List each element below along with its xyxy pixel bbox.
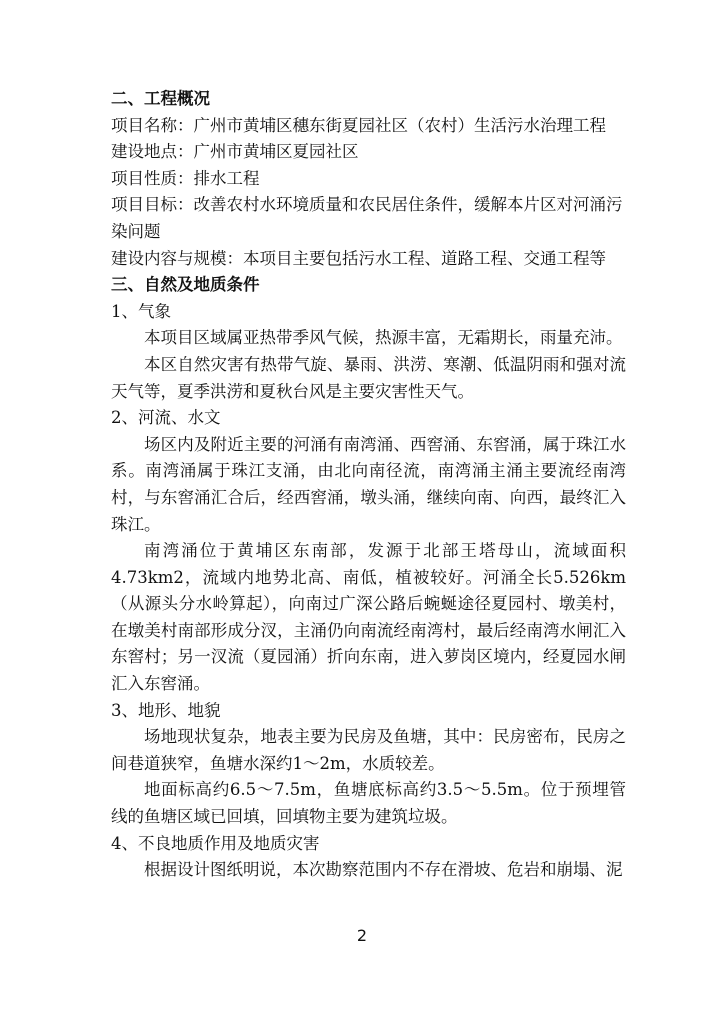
- hydrology-paragraph-1: 场区内及附近主要的河涌有南湾涌、西窖涌、东窖涌，属于珠江水系。南湾涌属于珠江支涌，由北向南径流，南湾涌主涌主要流经南湾村，与东窖涌汇合后，经西窖涌，墩头涌，继续向南、向西，最终汇入珠江。: [111, 434, 626, 534]
- geohazard-paragraph-1: 根据设计图纸明说，本次勘察范围内不存在滑坡、危岩和崩塌、泥: [144, 860, 623, 880]
- subsection-hydrology-heading: 2、河流、水文: [111, 408, 221, 428]
- climate-paragraph-2: 本区自然灾害有热带气旋、暴雨、洪涝、寒潮、低温阴雨和强对流天气等，夏季洪涝和夏秋台风是主要灾害性天气。: [111, 354, 626, 401]
- location-line: 建设地点：广州市黄埔区夏园社区: [111, 142, 359, 162]
- terrain-paragraph-1: 场地现状复杂，地表主要为民房及鱼塘，其中：民房密布，民房之间巷道狭窄，鱼塘水深约1～2m，水质较差。: [111, 727, 626, 773]
- subsection-geohazard-heading: 4、不良地质作用及地质灾害: [111, 833, 320, 853]
- subsection-climate-heading: 1、气象: [111, 301, 171, 321]
- document-body: [111, 86, 626, 884]
- page-number: 2: [356, 926, 368, 945]
- scope-line: 建设内容与规模：本项目主要包括污水工程、道路工程、交通工程等: [111, 248, 606, 268]
- climate-paragraph-1: 本项目区域属亚热带季风气候，热源丰富，无霜期长，雨量充沛。: [144, 328, 623, 348]
- subsection-terrain-heading: 3、地形、地貌: [111, 700, 221, 720]
- goal-paragraph: 项目目标：改善农村水环境质量和农民居住条件，缓解本片区对河涌污染问题: [111, 195, 623, 241]
- nature-line: 项目性质：排水工程: [111, 168, 260, 188]
- hydrology-paragraph-2: 南湾涌位于黄埔区东南部，发源于北部王塔母山，流域面积4.73km2，流域内地势北高、南低，植被较好。河涌全长5.526km（从源头分水岭算起），向南过广深公路后蜿蜒途径夏园村、墩美村，在墩美村南部形成分汊，主涌仍向南流经南湾村，最后经南湾水闸汇入东窖村；另一汊流（夏园涌）折向东南，进入萝岗区境内，经夏园水闸汇入东窖涌。: [111, 541, 626, 694]
- section-2-heading: 二、工程概况: [111, 89, 210, 108]
- section-3-heading: 三、自然及地质条件: [111, 275, 260, 295]
- project-name-line: 项目名称：广州市黄埔区穗东街夏园社区（农村）生活污水治理工程: [111, 115, 606, 135]
- terrain-paragraph-2: 地面标高约6.5～7.5m，鱼塘底标高约3.5～5.5m。位于预埋管线的鱼塘区域已回填，回填物主要为建筑垃圾。: [111, 780, 626, 827]
